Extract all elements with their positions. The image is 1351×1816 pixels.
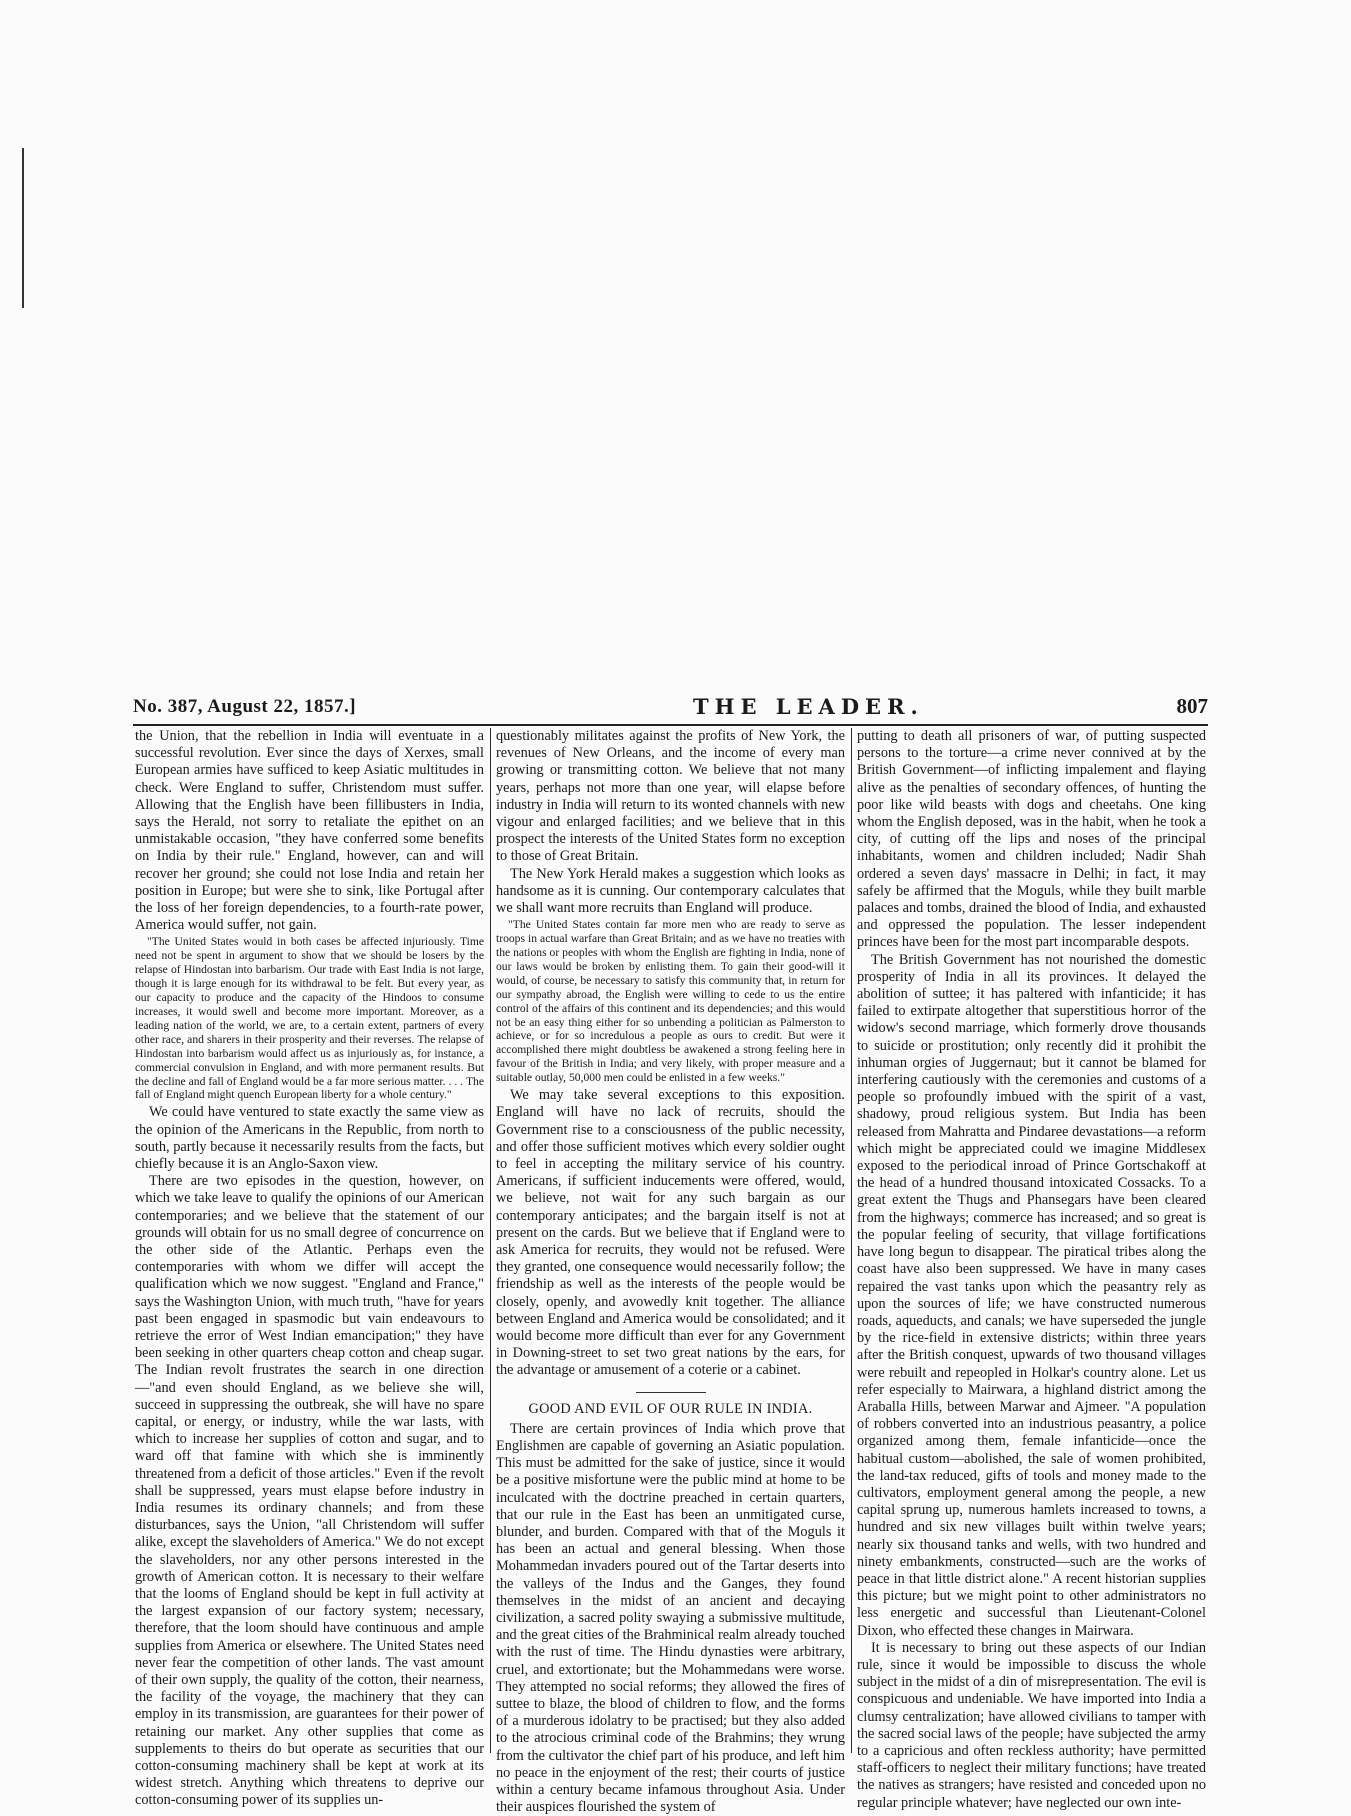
paragraph: There are certain provinces of India which prove that Englishmen are capable of governing an Asiatic population. This must be admitted for the sake of justice, since it would be a positive misfortune were the public mind at home to be inculcated with the doctrine preached in certain quarters, that our rule in the East has been an unmitigated curse, blunder, and burden. Compared with that of the Moguls it has been an actual and general blessing. When those Mohammedan invaders poured out of the Tartar deserts into the valleys of the Indus and the Ganges, they found themselves in the midst of an ancient and decaying civilization, a sacred polity swaying a submissive multitude, and the great cities of the Brahminical realm already touched with the rust of time. The Hindu dynasties were arbitrary, cruel, and extortionate; but the Mohammedans were worse. They attempted no social reforms; they allowed the fires of suttee to blaze, the blood of children to flow, and the forms of a murderous idolatry to be practised; but they also added to the atrocious criminal code of the Brahmins; they wrung from the cultivator the chief part of his produce, and left him no peace in the enjoyment of the rest; their courts of justice within a century became infamous throughout Asia. Under their auspices flourished the system of — [496, 1420, 845, 1816]
column-1 — [135, 728, 484, 1809]
issue-date: No. 387, August 22, 1857.] — [133, 696, 357, 717]
masthead: THE LEADER. — [693, 694, 924, 719]
paragraph: It is necessary to bring out these aspects of our Indian rule, since it would be impossible to discuss the whole subject in the midst of a din of misrepresentation. The evil is conspicuous and undeniable. We have imported into India a clumsy centralization; have allowed civilians to tamper with the sacred social laws of the people; have subjected the army to a capricious and often reckless authority; have permitted staff-officers to neglect their military functions; have treated the natives as strangers; have resisted and conceded upon no regular principle whatever; have neglected our own inte- — [857, 1639, 1206, 1811]
paragraph: questionably militates against the profits of New York, the revenues of New Orleans, and the income of every man growing or transmitting cotton. We believe that not many years, perhaps not more than one year, will elapse before industry in India will return to its wonted channels with new vigour and enlarged facilities; and we believe that in this prospect the interests of the United States form no exception to those of Great Britain. — [496, 728, 845, 865]
paragraph: putting to death all prisoners of war, of putting suspected persons to the torture—a crime never connived at by the British Government—of inflicting impalement and flaying alive as the penalties of secondary offences, of hunting the poor like wild beasts with dogs and cheetahs. One king whom the English deposed, was in the habit, when he took a city, of cutting off the lips and noses of the principal inhabitants, women and children included; Nadir Shah ordered a seven days' massacre in Delhi; in fact, it may safely be affirmed that the Moguls, while they built marble palaces and tombs, drained the blood of India, and exhausted and oppressed the population. The lesser independent princes have been for the most part incomparable despots. — [857, 728, 1206, 951]
article-heading: GOOD AND EVIL OF OUR RULE IN INDIA. — [528, 1400, 813, 1417]
column-divider — [851, 728, 852, 1753]
block-quote: "The United States contain far more men who are ready to serve as troops in actual warfare than Great Britain; and as we have no treaties with the nations or peoples with whom the English are fighting in India, none of our laws would be broken by enlisting them. To gain their good-will it would, of course, be necessary to satisfy this community that, in return for our sympathy abroad, the English were willing to cede to us the entire control of the affairs of this continent and its dependencies; and this would not be an easy thing either for so unbending a politician as Palmerston to achieve, or for so incredulous a people as ours to credit. But were it accomplished there might doubtless be awakened a strong feeling here in favour of the British in India; and very likely, with proper measure and a suitable outlay, 50,000 men could be enlisted in a few weeks." — [496, 918, 845, 1085]
block-quote: "The United States would in both cases be affected injuriously. Time need not be spent in argument to show that we should be losers by the relapse of Hindostan into barbarism. Our trade with East India is not large, though it is large enough for its withdrawal to be felt. But every year, as our capacity to produce and the capacity of the Hindoos to consume increases, it would swell and become more important. Moreover, as a leading nation of the world, we are, to a certain extent, partners of every other race, and sharers in their prosperity and their reverses. The relapse of Hindostan into barbarism would affect us as injuriously as, for instance, a commercial convulsion in England, and with more permanent results. But the decline and fall of England would be a far more serious matter. . . . The fall of England might quench European liberty for a whole century." — [135, 935, 484, 1102]
column-3 — [857, 728, 1206, 1811]
paragraph: the Union, that the rebellion in India will eventuate in a successful revolution. Ever since the days of Xerxes, small European armies have sufficed to keep Asiatic multitudes in check. Were England to suffer, Christendom must suffer. Allowing that the English have been fillibusters in India, says the Herald, not sorry to retaliate the epithet on an unmistakable occasion, "they have conferred some benefits on India by their rule." England, however, can and will recover her ground; she could not lose India and retain her position in Europe; but were she to sink, like Portugal after the loss of her foreign dependencies, to a fourth-rate power, America would suffer, not gain. — [135, 728, 484, 934]
page-header — [133, 694, 1208, 726]
column-divider — [490, 728, 491, 1753]
paragraph: The New York Herald makes a suggestion which looks as handsome as it is cunning. Our contemporary calculates that we shall want more recruits than England will produce. — [496, 865, 845, 917]
paragraph: The British Government has not nourished the domestic prosperity of India in all its provinces. It delayed the abolition of suttee; it has paltered with infanticide; it has failed to extirpate altogether that superstitious horror of the widow's second marriage, which formerly drove thousands to suicide or prostitution; only recently did it prohibit the inhuman orgies of Juggernaut; but it cannot be blamed for interfering cautiously with the ceremonies and customs of a people so profoundly imbued with the spirit of a vast, shadowy, proud religious system. But India has been released from Mahratta and Pindaree devastations—a reform which might be appreciated could we imagine Middlesex exposed to the periodical inroad of Prince Gortschakoff at the head of a hundred thousand intoxicated Cossacks. To a great extent the Thugs and Phansegars have been cleared from the highways; commerce has increased; and so great is the popular feeling of security, that village fortifications have long begun to disappear. The piratical tribes along the coast have also been suppressed. We have in many cases repaired the vast tanks upon which the peasantry rely as upon the sources of life; we have constructed numerous roads, aqueducts, and canals; we have superseded the jungle by the rice-field in extensive districts; within three years after the British conquest, upwards of two thousand villages were rebuilt and repeopled in Holkar's country alone. Let us refer especially to Mairwara, a highland district among the Araballa Hills, between Marwar and Ajmeer. "A population of robbers converted into an industrious peasantry, a police organized among them, female infanticide—once the habitual custom—abolished, the sale of women prohibited, the land-tax reduced, gifts of tools and money made to the cultivators, employment general among the people, a new capital sprung up, numerous hamlets increased to towns, a hundred and six new villages built within twelve years; nearly six thousand tanks and wells, with two hundred and ninety embankments, constructed—such are the works of peace in that little district alone." A recent historian supplies this picture; but we might point to other administrators no less energetic and successful than Lieutenant-Colonel Dixon, who effected these changes in Mairwara. — [857, 951, 1206, 1639]
column-2 — [496, 728, 845, 1816]
page-number: 807 — [1176, 694, 1208, 718]
paragraph: There are two episodes in the question, however, on which we take leave to qualify the opinions of our American contemporaries; and we believe that the statement of our grounds will obtain for us no small degree of concurrence on the other side of the Atlantic. Perhaps even the contemporaries with whom we differ will accept the qualification which we now suggest. "England and France," says the Washington Union, with much truth, "have for years past been engaged in spasmodic but vain endeavours to retrieve the error of West Indian emancipation;" they have been seeking in other quarters cheap cotton and cheap sugar. The Indian revolt frustrates the search in one direction—"and even should England, as we believe she will, succeed in suppressing the outbreak, she will have no spare capital, or energy, or industry, while the war lasts, with which to increase her supplies of cotton and sugar, and to ward off that famine with which she is imminently threatened from a deficit of those articles." Even if the revolt shall be suppressed, years must elapse before industry in India resumes its ordinary channels; and from these disturbances, says the Union, "all Christendom will suffer alike, except the slaveholders of America." We do not except the slaveholders, nor any other persons interested in the growth of American cotton. It is necessary to their welfare that the looms of England should be kept in full activity at the largest expansion of our factory system; necessary, therefore, that the loom should have continuous and ample supplies from America or elsewhere. The United States need never fear the competition of other lands. The vast amount of their own supply, the quality of the cotton, their nearness, the facility of the voyage, the machinery that they can employ in its transmission, are guarantees for their power of retaining our market. Any other supplies that come as supplements to theirs do but operate as securities that our cotton-consuming machinery shall be kept at work at its widest stretch. Anything which threatens to deprive our cotton-consuming power of its supplies un- — [135, 1173, 484, 1809]
paragraph: We may take several exceptions to this exposition. England will have no lack of recruits, should the Government rise to a consciousness of the public necessity, and offer those sufficient motives which every soldier ought to feel in accepting the military service of his country. Americans, if sufficient inducements were offered, would, we believe, not wait for any such bargain as our contemporary anticipates; and the bargain itself is not at present on the cards. But we believe that if England were to ask America for recruits, they would not be refused. Were they granted, one consequence would necessarily follow; the friendship as well as the interests of the people would be closely, openly, and avowedly knit together. The alliance between England and America would be consolidated; and it would become more difficult than ever for any Government in Downing-street to set two great nations by the ears, for the advantage or amusement of a coterie or a cabinet. — [496, 1087, 845, 1379]
section-divider — [636, 1392, 706, 1393]
margin-rule — [22, 148, 24, 308]
paragraph: We could have ventured to state exactly the same view as the opinion of the Americans in the Republic, from north to south, partly because it necessarily results from the facts, but chiefly because it is an Anglo-Saxon view. — [135, 1104, 484, 1172]
